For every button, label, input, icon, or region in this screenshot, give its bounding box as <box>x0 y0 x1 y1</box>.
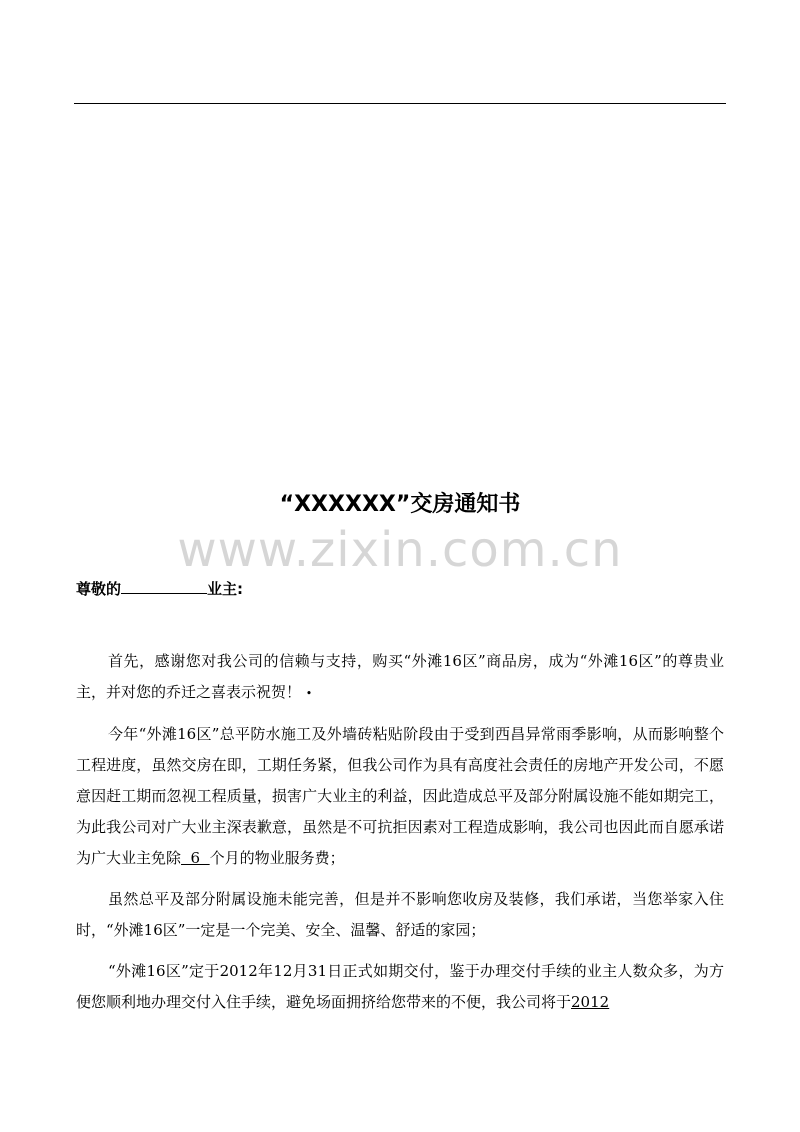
date-year: 2012 <box>571 993 610 1011</box>
header-rule <box>74 103 726 104</box>
paragraph-1-text: 首先，感谢您对我公司的信赖与支持，购买“外滩16区”商品房，成为“外滩16区”的尊贵业主，并对您的乔迁之喜表示祝贺！ <box>76 652 724 701</box>
document-title: “XXXXXX”交房通知书 <box>279 492 521 517</box>
paragraph-3-text: 虽然总平及部分附属设施未能完善，但是并不影响您收房及装修，我们承诺，当您举家入住时，“外滩16区”一定是一个完美、安全、温馨、舒适的家园； <box>76 890 724 939</box>
paragraph-2 <box>76 719 724 874</box>
owner-name-blank <box>121 579 207 594</box>
paragraph-1 <box>76 646 724 709</box>
salutation-prefix: 尊敬的 <box>76 580 122 598</box>
paragraph-2-text: 今年“外滩16区”总平防水施工及外墙砖粘贴阶段由于受到西昌异常雨季影响，从而影响整个工程进度，虽然交房在即，工期任务紧，但我公司作为具有高度社会责任的房地产开发公司，不愿意因赶工期而忽视工程质量，损害广大业主的利益，因此造成总平及部分附属设施不能如期完工，为此我公司对广大业主深表歉意，虽然是不可抗拒因素对工程造成影响，我公司也因此而自愿承诺为广大业主免除 <box>76 725 724 867</box>
paragraph-2-tail: 个月的物业服务费； <box>209 849 345 867</box>
paragraph-3 <box>76 884 724 946</box>
paragraph-4 <box>76 956 724 1018</box>
bullet-mark: • <box>305 687 313 700</box>
paragraph-4-text: “外滩16区”定于2012年12月31日正式如期交付，鉴于办理交付手续的业主人数众多，为方便您顺利地办理交付入住手续，避免场面拥挤给您带来的不便，我公司将于 <box>76 962 724 1011</box>
salutation-suffix: 业主: <box>207 580 244 598</box>
salutation <box>76 578 243 599</box>
watermark: www.zixin.com.cn <box>177 522 623 578</box>
letter-body <box>76 646 724 1028</box>
months-waived: 6 <box>181 849 210 867</box>
